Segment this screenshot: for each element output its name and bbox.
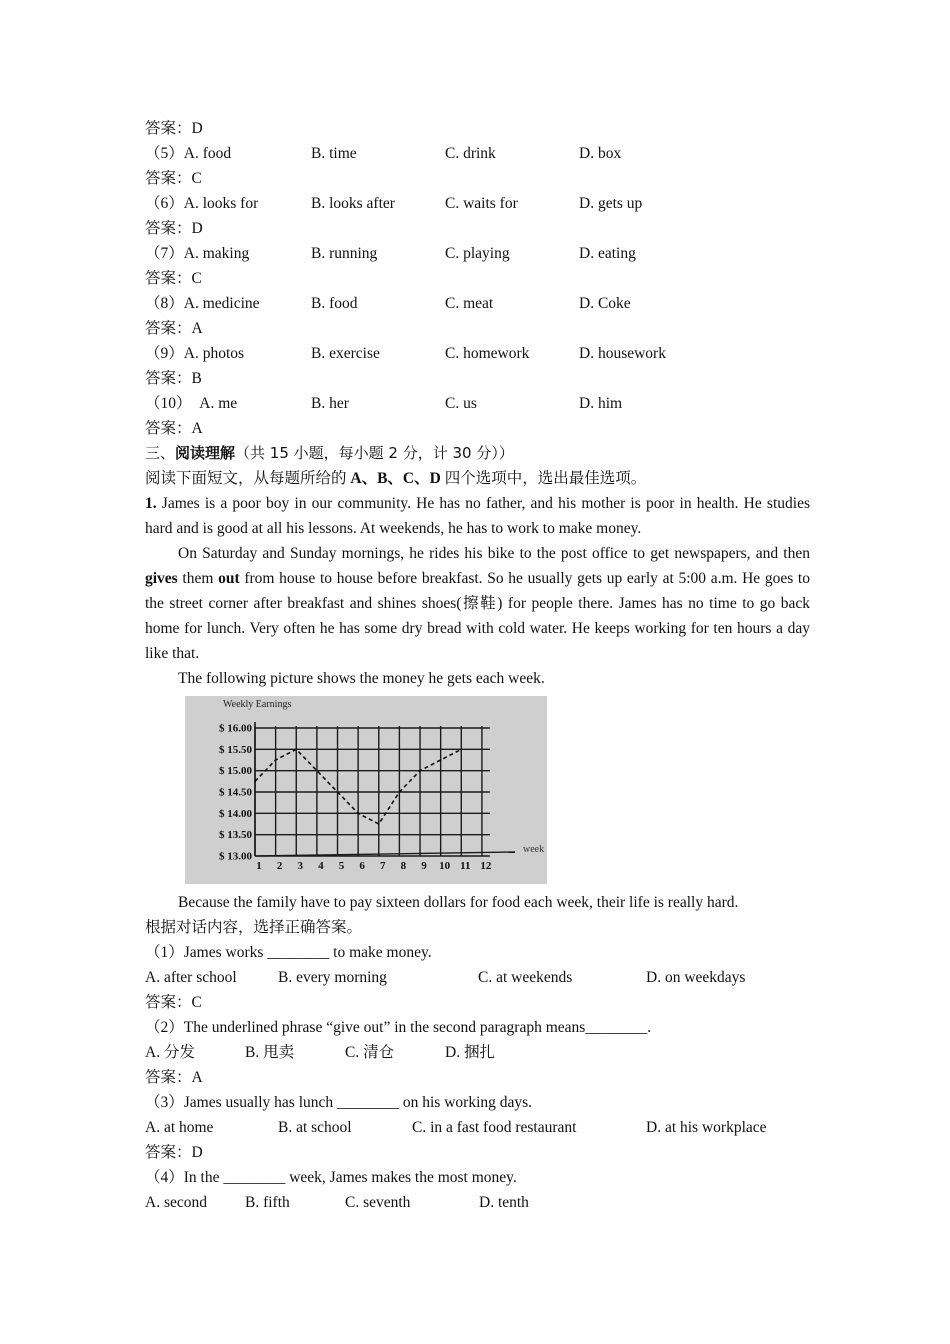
answer-line: 答案：C xyxy=(145,270,202,287)
weekly-earnings-chart xyxy=(185,696,547,884)
answer-line: 答案：D xyxy=(145,120,203,137)
y-tick-label: $ 13.00 xyxy=(219,850,252,863)
data-point xyxy=(337,791,339,793)
data-point xyxy=(440,759,442,761)
x-tick-label: 8 xyxy=(400,860,407,872)
dialogue-instruction: 根据对话内容，选择正确答案。 xyxy=(145,919,363,936)
passage-paragraph-2: On Saturday and Sunday mornings, he rides his bike to the post office to get newspapers, and then gives them out from house to house before breakfast. So he usually gets up early at 5:00 a.m. He goes to the street corner after breakfast and shines shoes(擦鞋) for people there. James has no time to go back home for lunch. Very often he has some dry bread with cold water. He keeps working for ten hours a day like that. xyxy=(145,545,810,662)
data-point xyxy=(254,781,256,783)
data-point xyxy=(275,759,277,761)
cloze-option-row: （5）A. food B. time C. drink D. box xyxy=(145,145,622,162)
question-options: A. after school B. every morning C. at weekends D. on weekdays xyxy=(145,969,746,986)
x-tick-label: 2 xyxy=(276,860,283,872)
answer-line: 答案：C xyxy=(145,170,202,187)
answer-line: 答案：D xyxy=(145,1144,203,1161)
x-tick-label: 11 xyxy=(460,860,471,872)
question-stem: （1）James works ________ to make money. xyxy=(145,944,432,961)
y-tick-label: $ 15.50 xyxy=(219,743,252,756)
x-tick-label: 4 xyxy=(318,860,324,872)
chart-title: Weekly Earnings xyxy=(223,699,292,710)
x-tick-label: 9 xyxy=(421,860,427,872)
data-point xyxy=(419,770,421,772)
y-tick-label: $ 14.00 xyxy=(219,807,252,820)
cloze-option-row: （6）A. looks for B. looks after C. waits for D. gets up xyxy=(145,195,643,212)
answer-line: 答案：B xyxy=(145,370,202,387)
data-point xyxy=(357,813,359,815)
x-tick-label: 1 xyxy=(256,860,262,872)
chart-svg xyxy=(185,696,547,884)
x-tick-label: 10 xyxy=(439,860,451,872)
cloze-option-row: （8）A. medicine B. food C. meat D. Coke xyxy=(145,295,631,312)
question-options: A. at home B. at school C. in a fast food restaurant D. at his workplace xyxy=(145,1119,767,1136)
passage-paragraph-3: The following picture shows the money he gets each week. xyxy=(178,670,545,687)
data-point xyxy=(295,749,297,751)
cloze-option-row: （9）A. photos B. exercise C. homework D. housework xyxy=(145,345,666,362)
question-stem: （2）The underlined phrase “give out” in the second paragraph means________. xyxy=(145,1019,652,1036)
x-axis-label: week xyxy=(523,844,545,855)
answer-line: 答案：A xyxy=(145,1069,203,1086)
y-tick-label: $ 13.50 xyxy=(219,829,252,842)
data-point xyxy=(316,770,318,772)
question-options: A. 分发 B. 甩卖 C. 清仓 D. 捆扎 xyxy=(145,1044,495,1061)
question-stem: （3）James usually has lunch ________ on his working days. xyxy=(145,1094,533,1111)
data-point xyxy=(378,823,380,825)
cloze-option-row: （7）A. making B. running C. playing D. eating xyxy=(145,245,636,262)
y-tick-label: $ 14.50 xyxy=(219,786,252,799)
answer-line: 答案：C xyxy=(145,994,202,1011)
section-title: 三、阅读理解（共 15 小题，每小题 2 分，计 30 分）） xyxy=(145,444,514,462)
question-options: A. second B. fifth C. seventh D. tenth xyxy=(145,1194,529,1211)
y-tick-label: $ 16.00 xyxy=(219,722,252,735)
passage-paragraph-4: Because the family have to pay sixteen dollars for food each week, their life is really hard. xyxy=(178,894,739,911)
x-tick-label: 6 xyxy=(359,860,365,872)
y-tick-label: $ 15.00 xyxy=(219,765,252,778)
data-point xyxy=(460,749,462,751)
document-page xyxy=(145,116,810,1215)
passage-paragraph-1: 1. James is a poor boy in our community. He has no father, and his mother is poor in health. He studies hard and is good at all his lessons. At weekends, he has to work to make money. xyxy=(145,495,810,537)
cloze-option-row: （10） A. me B. her C. us D. him xyxy=(145,395,623,412)
x-tick-label: 5 xyxy=(338,860,345,872)
answer-line: 答案：A xyxy=(145,320,203,337)
question-stem: （4）In the ________ week, James makes the most money. xyxy=(145,1169,517,1186)
x-tick-label: 3 xyxy=(297,860,304,872)
answer-line: 答案：A xyxy=(145,420,203,437)
section-instruction: 阅读下面短文，从每题所给的 A、B、C、D 四个选项中，选出最佳选项。 xyxy=(145,470,647,487)
x-tick-label: 12 xyxy=(480,860,492,872)
x-tick-label: 7 xyxy=(380,860,386,872)
answer-line: 答案：D xyxy=(145,220,203,237)
data-point xyxy=(399,791,401,793)
